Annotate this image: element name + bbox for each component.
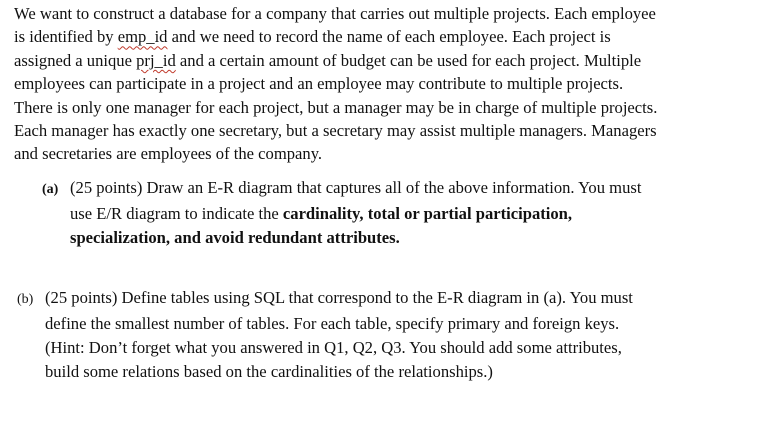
intro-line-1: We want to construct a database for a company that carries out multiple projects. Each employee (14, 4, 656, 23)
part-b-line-2: define the smallest number of tables. For each table, specify primary and foreign keys. (45, 314, 620, 333)
intro-line-7: and secretaries are employees of the company. (14, 144, 323, 164)
question-part-a (42, 176, 762, 250)
part-a-line-1-text: (25 points) Draw an E-R diagram that captures all of the above information. You must (70, 178, 642, 197)
part-b-line-3: (Hint: Don’t forget what you answered in Q1, Q2, Q3. You should add some attributes, (45, 338, 622, 357)
part-b-line-1 (17, 286, 757, 312)
part-a-line-3-bold: specialization, and avoid redundant attributes. (70, 228, 400, 247)
intro-line-4: employees can participate in a project and an employee may contribute to multiple projects. (14, 74, 624, 94)
intro-line-2-post: and we need to record the name of each employee. Each project is (167, 27, 611, 47)
part-a-line-3 (42, 226, 762, 250)
part-a-line-2 (42, 202, 762, 226)
emp-id-term: emp_id (117, 27, 168, 47)
intro-line-3 (14, 49, 774, 72)
part-b-line-1-text: (25 points) Define tables using SQL that correspond to the E-R diagram in (a). You must (45, 288, 633, 307)
intro-line-3-pre: assigned a unique (14, 50, 137, 70)
question-part-b (17, 286, 757, 384)
part-b-marker: (b) (17, 292, 34, 307)
intro-line-2-pre: is identified by (14, 27, 118, 47)
part-a-line-1 (42, 176, 762, 202)
prj-id-term: prj_id (136, 50, 176, 70)
part-a-marker: (a) (42, 182, 59, 197)
intro-line-5: There is only one manager for each project, but a manager may be in charge of multiple projects. (14, 97, 658, 117)
intro-line-6: Each manager has exactly one secretary, but a secretary may assist multiple managers. Managers (14, 121, 657, 141)
problem-statement (14, 2, 774, 166)
intro-line-2 (14, 25, 774, 48)
part-b-line-4: build some relations based on the cardinalities of the relationships.) (45, 362, 493, 381)
part-a-line-2-bold: cardinality, total or partial participation, (282, 204, 573, 223)
intro-line-3-post: and a certain amount of budget can be used for each project. Multiple (175, 50, 642, 70)
part-a-line-2-pre: use E/R diagram to indicate the (70, 204, 283, 223)
